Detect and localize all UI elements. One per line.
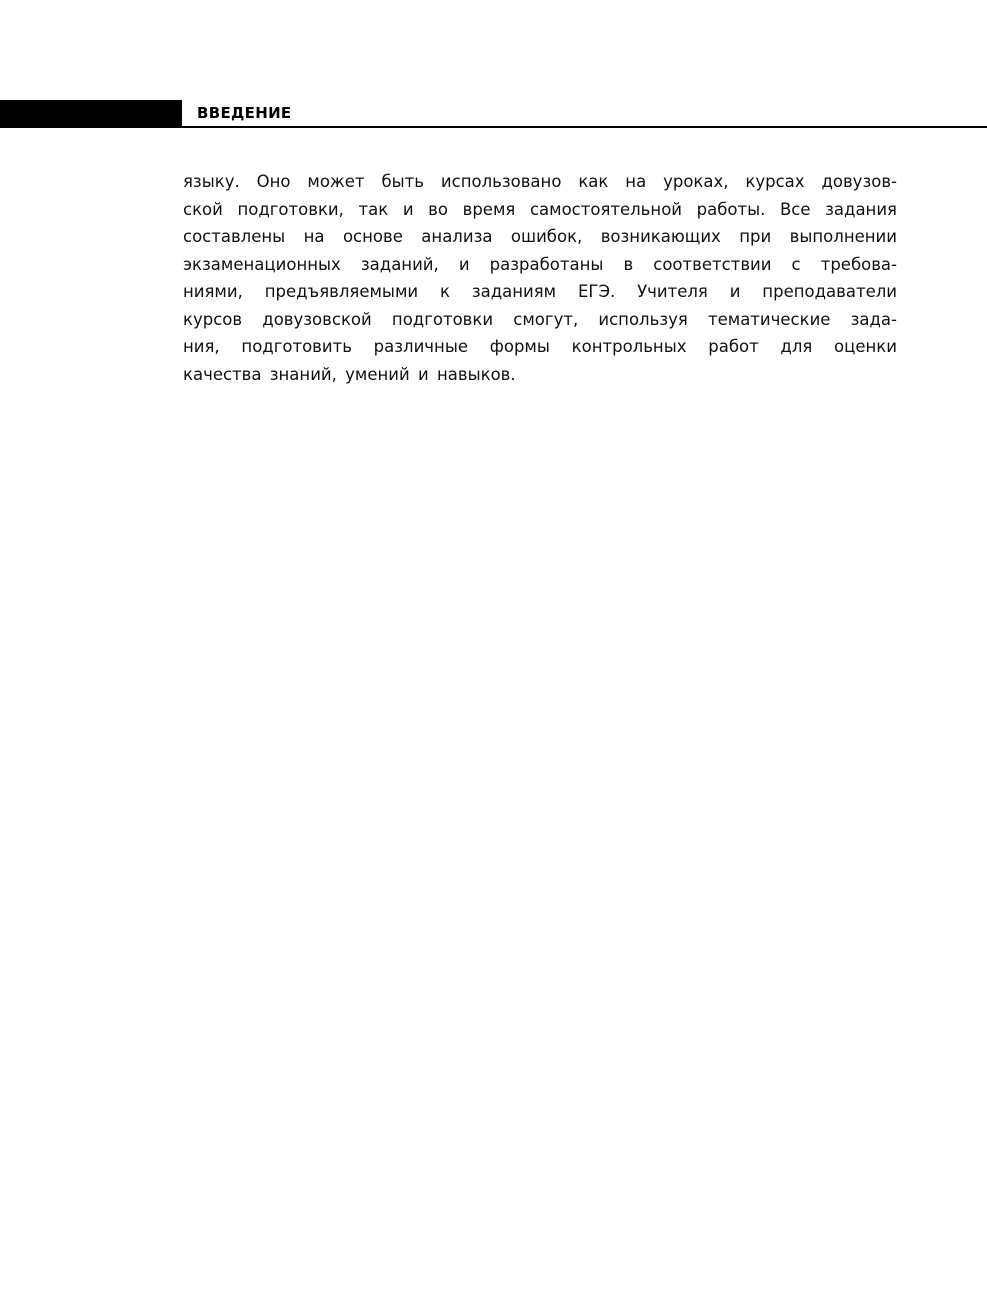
header-rule xyxy=(182,126,987,128)
text-line: ской подготовки, так и во время самостоятельной работы. Все задания xyxy=(183,199,897,219)
text-line: языку. Оно может быть использовано как на уроках, курсах довузов- xyxy=(183,172,897,191)
text-line: курсов довузовской подготовки смогут, используя тематические зада- xyxy=(183,309,897,329)
text-line: составлены на основе анализа ошибок, возникающих при выполнении xyxy=(183,227,897,246)
running-header xyxy=(0,100,987,130)
body-paragraph xyxy=(183,168,897,388)
text-line: качества знаний, умений и навыков. xyxy=(183,364,516,384)
section-title: ВВЕДЕНИЕ xyxy=(197,104,292,122)
text-line: экзаменационных заданий, и разработаны в соответствии с требова- xyxy=(183,254,897,274)
text-line: ния, подготовить различные формы контрольных работ для оценки xyxy=(183,337,897,356)
text-line: ниями, предъявляемыми к заданиям ЕГЭ. Учителя и преподаватели xyxy=(183,282,897,301)
header-black-bar xyxy=(0,100,182,128)
